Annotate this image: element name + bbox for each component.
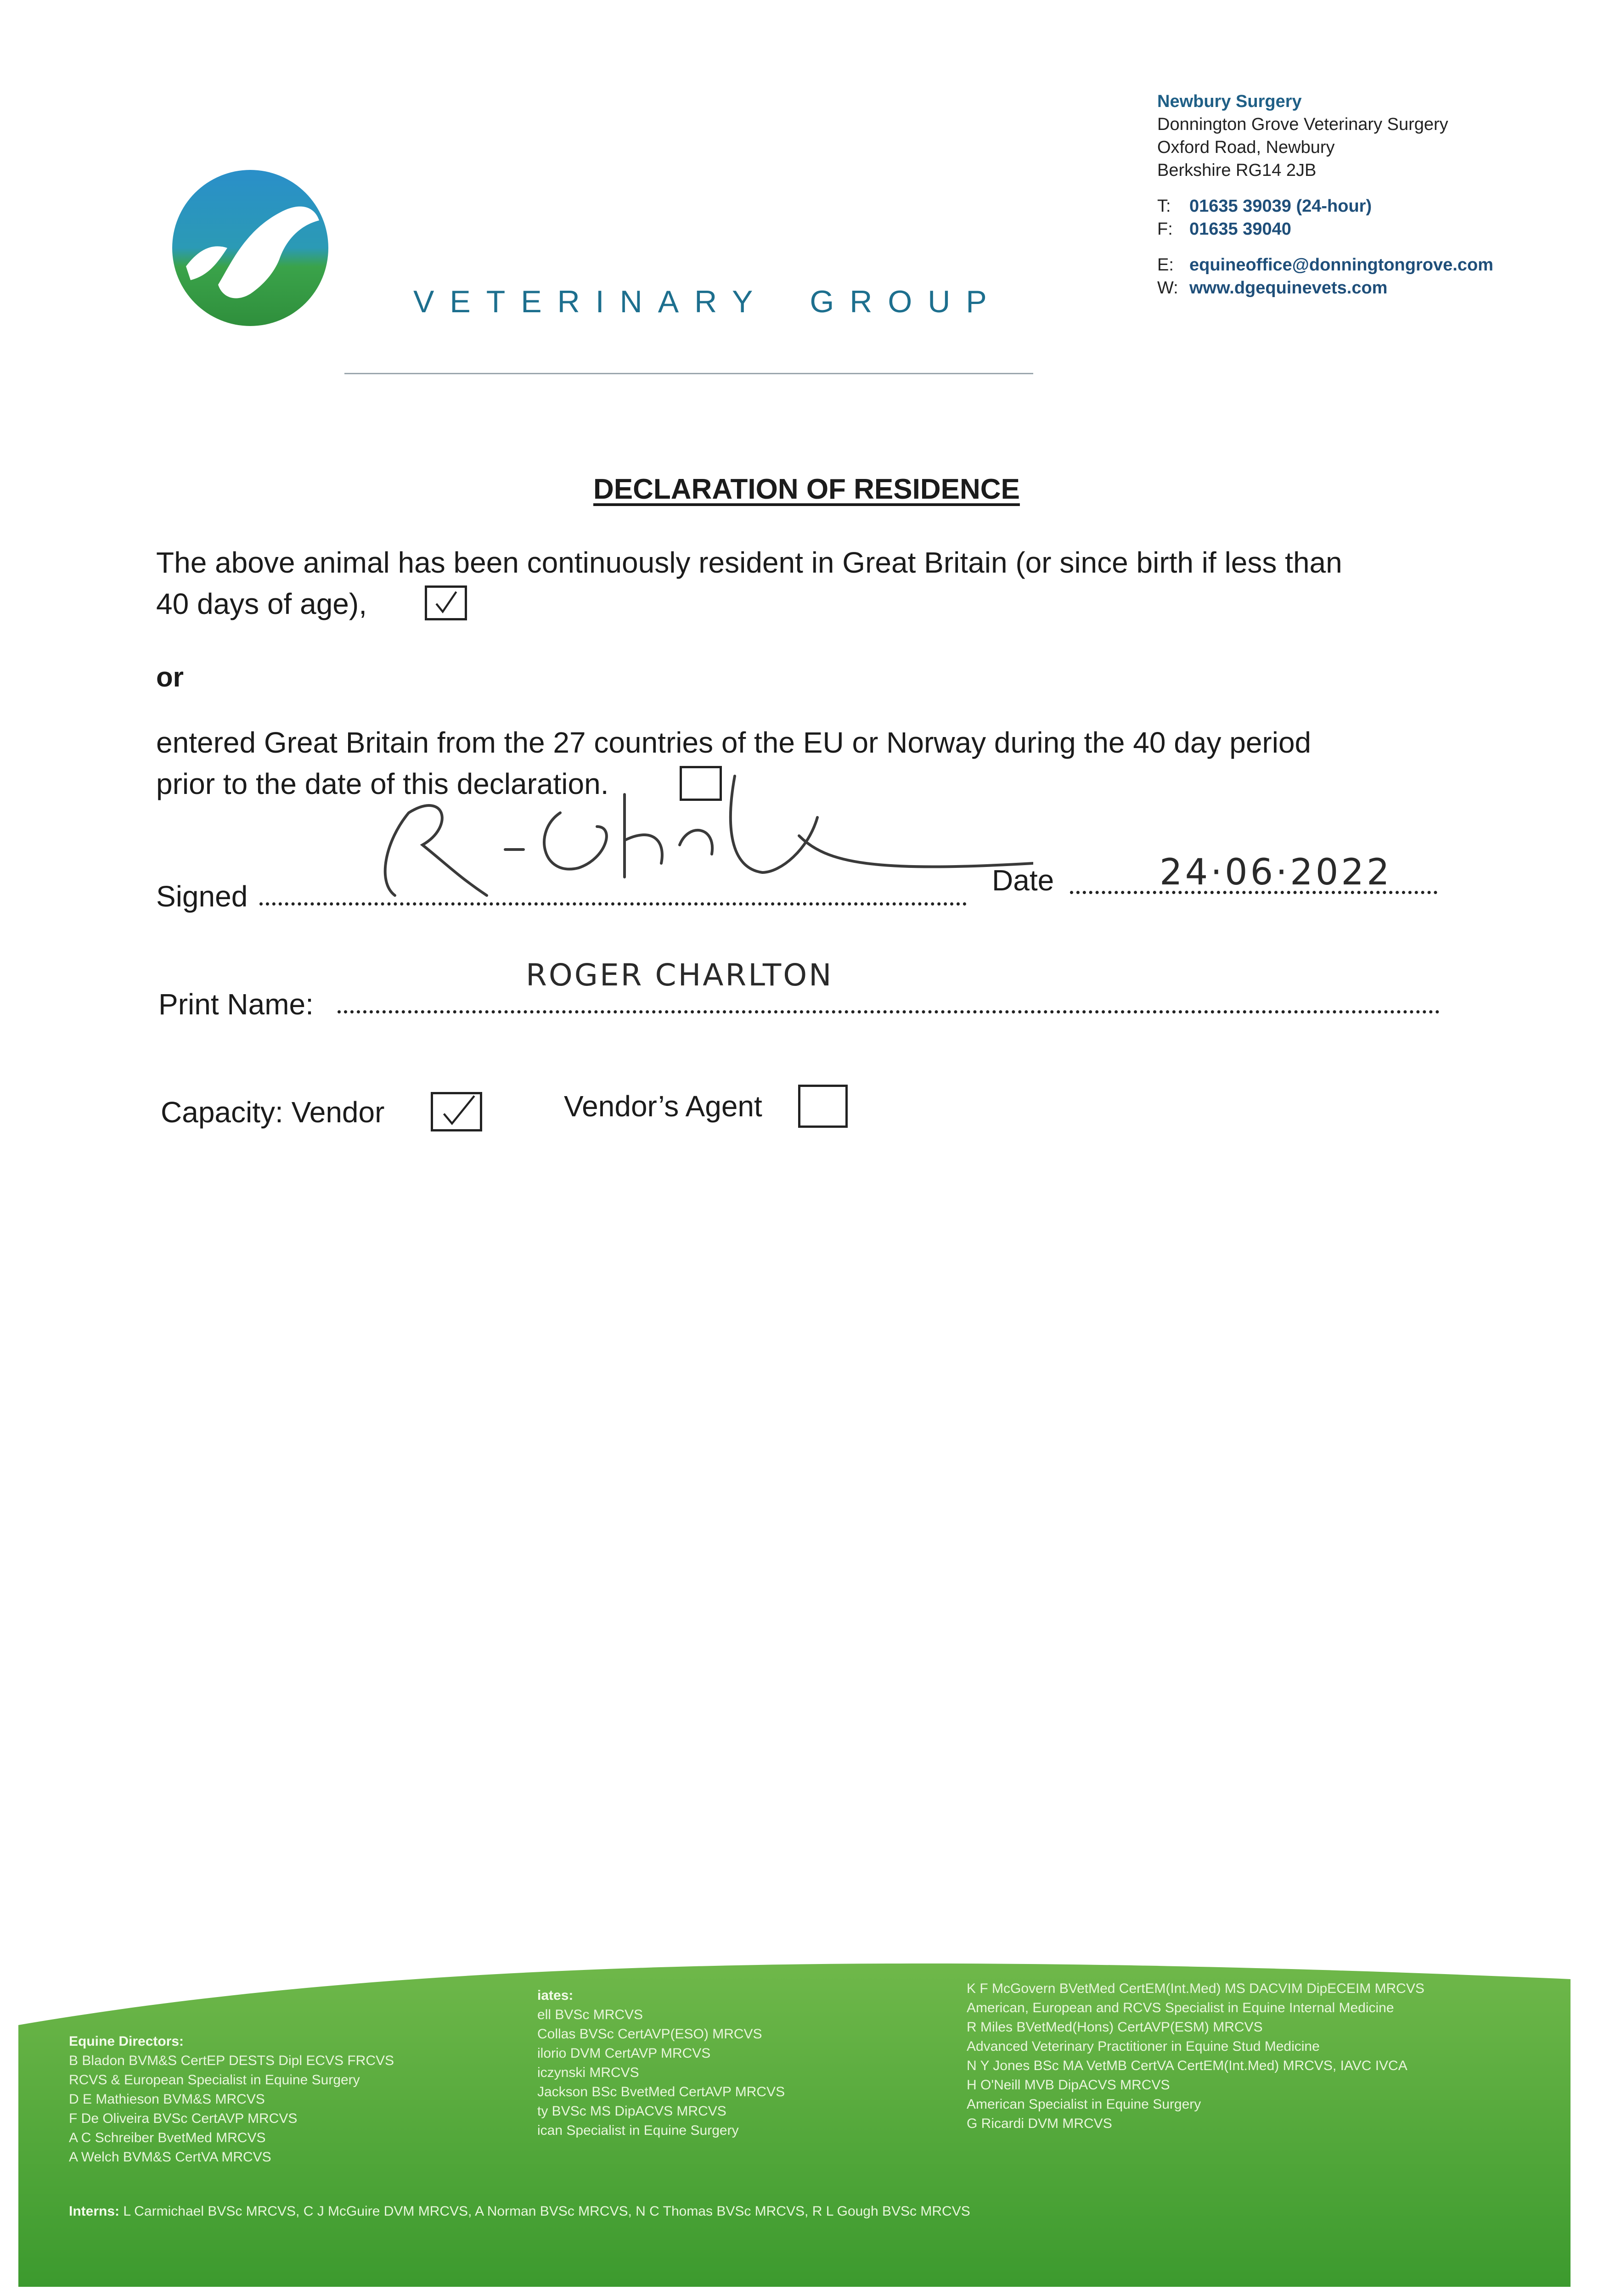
- associates: [537, 1986, 785, 2140]
- residence-statement-line-1: The above animal has been continuously resident in Great Britain (or since birth if less than: [156, 546, 1342, 579]
- eu-entry-statement-line-1: entered Great Britain from the 27 countries of the EU or Norway during the 40 day period: [156, 726, 1312, 759]
- director-line: B Bladon BVM&S CertEP DESTS Dipl ECVS FRCVS: [69, 2053, 394, 2068]
- vendors-agent-checkbox[interactable]: [798, 1085, 848, 1128]
- interns-label: Interns:: [69, 2204, 120, 2219]
- print-name-line: [338, 1010, 1440, 1013]
- address-line-3: Berkshire RG14 2JB: [1157, 161, 1317, 180]
- page-title: DECLARATION OF RESIDENCE: [593, 473, 1020, 505]
- phone-label: T:: [1157, 197, 1171, 216]
- equine-directors: [69, 2032, 394, 2167]
- associate-line: Jackson BSc BvetMed CertAVP MRCVS: [537, 2084, 785, 2099]
- eu-entry-statement-line-2: prior to the date of this declaration.: [156, 767, 609, 800]
- vendors-agent-label: Vendor’s Agent: [564, 1090, 762, 1123]
- handwritten-signature: [367, 758, 1033, 909]
- specialist-line: N Y Jones BSc MA VetMB CertVA CertEM(Int.Med) MRCVS, IAVC IVCA: [967, 2058, 1407, 2073]
- specialist-line: R Miles BVetMed(Hons) CertAVP(ESM) MRCVS: [967, 2020, 1263, 2035]
- phone-number: 01635 39039 (24-hour): [1189, 197, 1372, 216]
- check-mark-icon: [427, 588, 465, 618]
- fax-number: 01635 39040: [1189, 219, 1291, 239]
- interns-list: L Carmichael BVSc MRCVS, C J McGuire DVM MRCVS, A Norman BVSc MRCVS, N C Thomas BVSc MRCVS, R L Gough BVSc MRCVS: [123, 2204, 970, 2219]
- specialist-line: American Specialist in Equine Surgery: [967, 2097, 1201, 2112]
- director-line: A C Schreiber BvetMed MRCVS: [69, 2130, 266, 2145]
- brand-word-veterinary: VETERINARY: [413, 284, 769, 319]
- director-line: F De Oliveira BVSc CertAVP MRCVS: [69, 2111, 298, 2126]
- email-address: equineoffice@donningtongrove.com: [1189, 255, 1493, 275]
- vendor-checkbox[interactable]: [431, 1092, 482, 1131]
- print-name-value: ROGER CHARLTON: [526, 957, 833, 993]
- address-line-2: Oxford Road, Newbury: [1157, 138, 1335, 157]
- web-address: www.dgequinevets.com: [1189, 278, 1388, 298]
- address-line-1: Donnington Grove Veterinary Surgery: [1157, 115, 1448, 134]
- interns-line: [69, 2202, 970, 2221]
- associates-title: iates:: [537, 1988, 574, 2003]
- director-line: A Welch BVM&S CertVA MRCVS: [69, 2150, 271, 2165]
- date-value: 24·06·2022: [1160, 852, 1392, 893]
- associate-line: ell BVSc MRCVS: [537, 2007, 643, 2022]
- associate-line: iczynski MRCVS: [537, 2065, 639, 2080]
- web-row: [1157, 276, 1493, 299]
- surgery-name: Newbury Surgery: [1157, 92, 1302, 111]
- capacity-vendor-label: Capacity: Vendor: [161, 1096, 385, 1129]
- email-row: [1157, 253, 1493, 276]
- specialist-line: K F McGovern BVetMed CertEM(Int.Med) MS DACVIM DipECEIM MRCVS: [967, 1981, 1424, 1996]
- veterinary-group-logo: [163, 156, 338, 340]
- date-label: Date: [992, 864, 1054, 897]
- specialist-line: H O'Neill MVB DipACVS MRCVS: [967, 2077, 1170, 2093]
- check-mark-icon: [433, 1094, 480, 1129]
- print-name-label: Print Name:: [158, 988, 314, 1021]
- specialist-line: Advanced Veterinary Practitioner in Equine Stud Medicine: [967, 2039, 1320, 2054]
- director-line: RCVS & European Specialist in Equine Surgery: [69, 2072, 360, 2088]
- associate-line: ty BVSc MS DipACVS MRCVS: [537, 2104, 726, 2119]
- associate-line: Collas BVSc CertAVP(ESO) MRCVS: [537, 2026, 762, 2042]
- brand-word-group: GROUP: [810, 284, 1002, 319]
- signed-label: Signed: [156, 880, 248, 913]
- web-label: W:: [1157, 278, 1178, 298]
- email-label: E:: [1157, 255, 1174, 275]
- director-line: D E Mathieson BVM&S MRCVS: [69, 2092, 265, 2107]
- phone-row: [1157, 195, 1493, 218]
- associate-line: ican Specialist in Equine Surgery: [537, 2123, 739, 2138]
- brand-wordmark: [413, 284, 1002, 320]
- or-separator: or: [156, 662, 184, 692]
- fax-label: F:: [1157, 219, 1173, 239]
- residence-statement: [156, 542, 1442, 625]
- specialist-line: G Ricardi DVM MRCVS: [967, 2116, 1112, 2131]
- resident-checkbox[interactable]: [425, 585, 467, 620]
- header-divider: [344, 373, 1033, 374]
- specialists: [967, 1979, 1424, 2133]
- directors-title: Equine Directors:: [69, 2034, 184, 2049]
- associate-line: ilorio DVM CertAVP MRCVS: [537, 2046, 711, 2061]
- fax-row: [1157, 218, 1493, 241]
- contact-block: [1157, 90, 1493, 299]
- specialist-line: American, European and RCVS Specialist in Equine Internal Medicine: [967, 2000, 1394, 2015]
- residence-statement-line-2: 40 days of age),: [156, 587, 367, 620]
